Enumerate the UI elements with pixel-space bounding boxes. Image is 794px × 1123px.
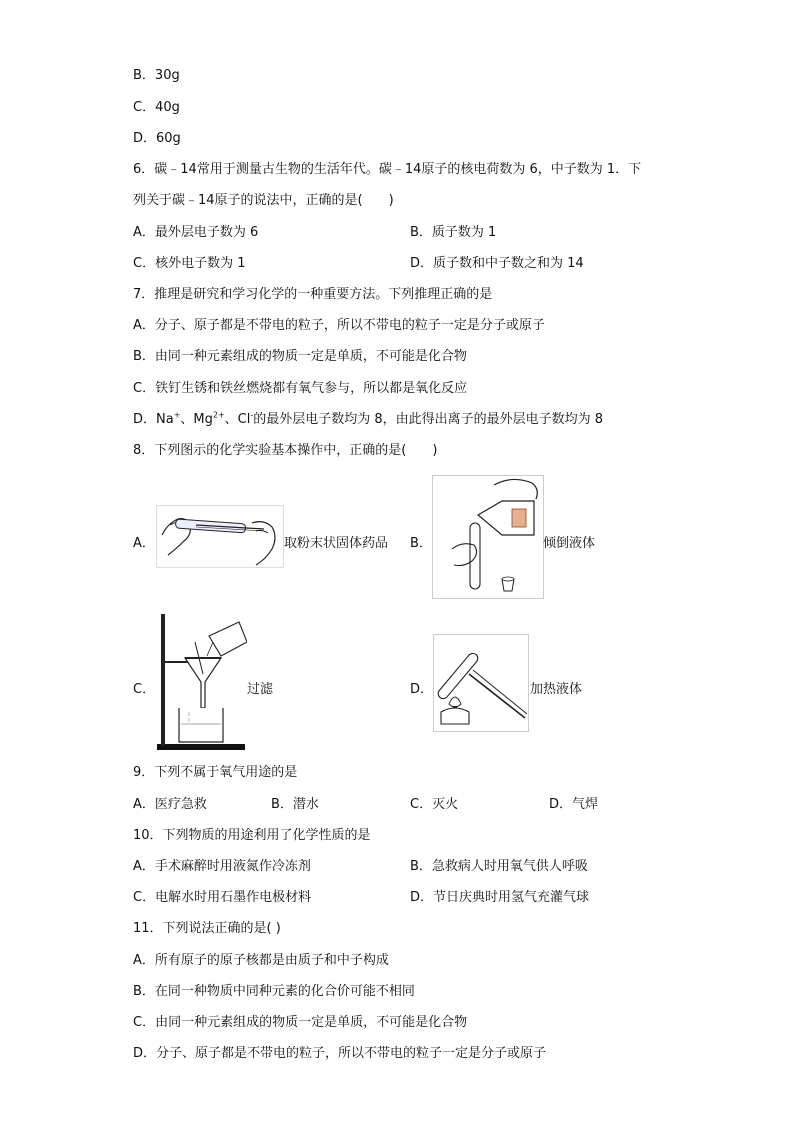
q6-option-a: A．最外层电子数为 6: [133, 225, 259, 240]
q10-option-b: B．急救病人时用氧气供人呼吸: [410, 859, 588, 874]
q8-b-letter: B．: [410, 536, 432, 551]
heating-liquid-figure: [433, 634, 529, 732]
q7-stem: 7．推理是研究和学习化学的一种重要方法。下列推理正确的是: [133, 287, 493, 302]
q8-a-caption: 取粉末状固体药品: [284, 536, 389, 551]
pouring-liquid-figure: [432, 475, 544, 599]
q7-option-a: A．分子、原子都是不带电的粒子，所以不带电的粒子一定是分子或原子: [133, 318, 545, 333]
q10-option-a: A．手术麻醉时用液氮作冷冻剂: [133, 859, 311, 874]
filtration-figure: [155, 612, 247, 752]
q7-option-b: B．由同一种元素组成的物质一定是单质，不可能是化合物: [133, 349, 467, 364]
q11-option-a: A．所有原子的原子核都是由质子和中子构成: [133, 953, 389, 968]
q8-stem: 8．下列图示的化学实验基本操作中，正确的是( ): [133, 443, 438, 458]
option-b-prev: B．30g: [133, 68, 180, 83]
q11-stem: 11．下列说法正确的是( ): [133, 921, 281, 936]
q9-option-c: C．灭火: [410, 797, 459, 812]
test-tube-powder-figure: [156, 505, 284, 568]
q8-d-caption: 加热液体: [530, 682, 583, 697]
q11-option-b: B．在同一种物质中同种元素的化合价可能不相同: [133, 984, 415, 999]
q9-option-d: D．气焊: [549, 797, 599, 812]
q11-option-c: C．由同一种元素组成的物质一定是单质，不可能是化合物: [133, 1015, 468, 1030]
q8-d-letter: D．: [410, 682, 434, 697]
q11-option-d: D．分子、原子都是不带电的粒子，所以不带电的粒子一定是分子或原子: [133, 1046, 547, 1061]
option-c-prev: C．40g: [133, 100, 180, 115]
q6-stem-line2: 列关于碳﹣14原子的说法中，正确的是( ): [133, 193, 394, 208]
q8-c-letter: C．: [133, 682, 156, 697]
q7-d-mid2: 、Cl: [224, 412, 251, 427]
q10-option-c: C．电解水时用石墨作电极材料: [133, 890, 312, 905]
q7-d-prefix: D．Na: [133, 412, 174, 427]
q7-option-c: C．铁钉生锈和铁丝燃烧都有氧气参与，所以都是氧化反应: [133, 381, 468, 396]
q10-stem: 10．下列物质的用途利用了化学性质的是: [133, 828, 371, 843]
q7-d-suffix: 的最外层电子数均为 8，由此得出离子的最外层电子数均为 8: [253, 412, 604, 427]
q9-option-b: B．潜水: [271, 797, 319, 812]
q7-d-sup2: 2+: [212, 410, 225, 420]
q7-d-sup1: +: [173, 410, 181, 420]
q7-d-mid1: 、Mg: [180, 412, 213, 427]
q9-option-a: A．医疗急救: [133, 797, 207, 812]
q6-option-b: B．质子数为 1: [410, 225, 497, 240]
q8-c-caption: 过滤: [247, 682, 274, 697]
q8-a-letter: A．: [133, 536, 155, 551]
q10-option-d: D．节日庆典时用氢气充灌气球: [410, 890, 590, 905]
q7-d-sup3: -: [250, 410, 254, 420]
q8-b-caption: 倾倒液体: [543, 536, 596, 551]
q7-option-d: [133, 412, 603, 428]
q6-option-c: C．核外电子数为 1: [133, 256, 246, 271]
q6-option-d: D．质子数和中子数之和为 14: [410, 256, 584, 271]
q6-stem-line1: 6．碳﹣14常用于测量古生物的生活年代。碳﹣14原子的核电荷数为 6，中子数为 1．下: [133, 162, 642, 177]
q9-stem: 9．下列不属于氧气用途的是: [133, 765, 298, 780]
option-d-prev: D．60g: [133, 131, 181, 146]
